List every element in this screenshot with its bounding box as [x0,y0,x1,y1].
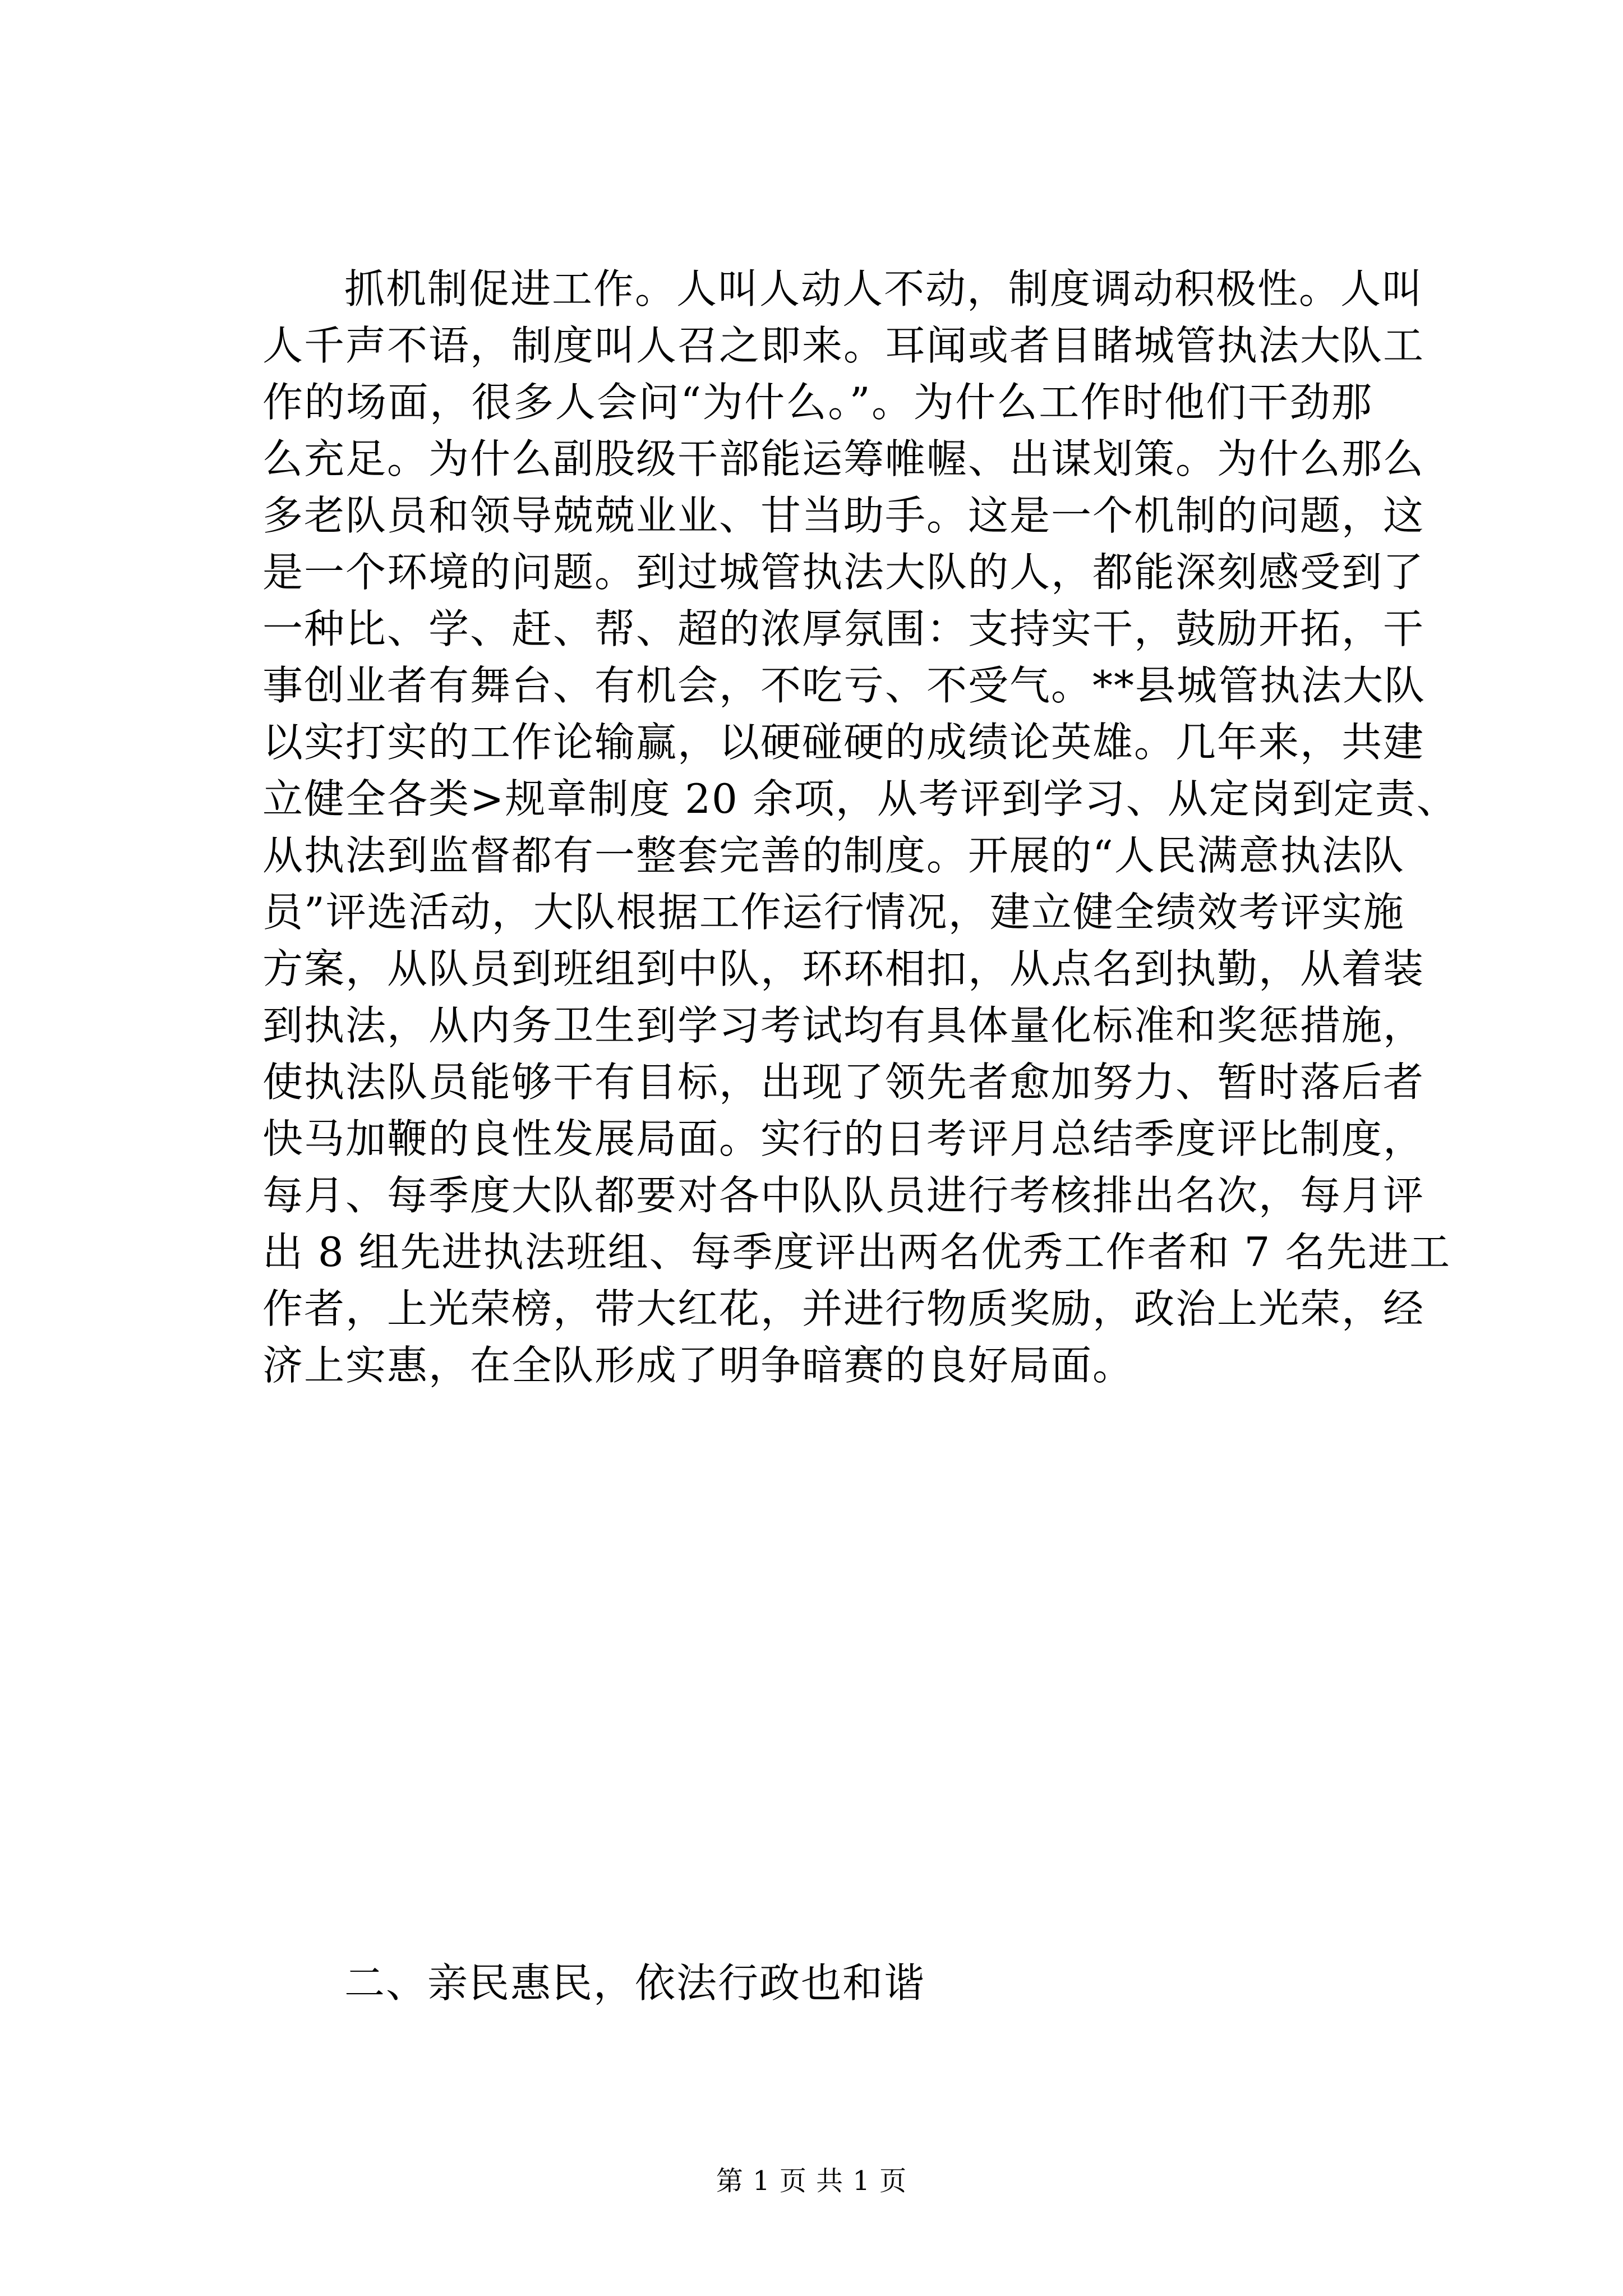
paragraph-line: 每月、每季度大队都要对各中队队员进行考核排出名次，每月评 [262,1172,1425,1219]
body-paragraph [262,261,1458,1394]
paragraph-line: 出 8 组先进执法班组、每季度评出两名优秀工作者和 7 名先进工 [262,1228,1451,1276]
paragraph-line: 立健全各类>规章制度 20 余项，从考评到学习、从定岗到定责、 [262,775,1458,822]
paragraph-line: 到执法，从内务卫生到学习考试均有具体量化标准和奖惩措施， [262,1002,1425,1049]
section-heading: 二、亲民惠民，依法行政也和谐 [344,1959,926,2007]
paragraph-line: 以实打实的工作论输赢，以硬碰硬的成绩论英雄。几年来，共建 [262,719,1425,766]
page-footer: 第 1 页 共 1 页 [716,2165,907,2197]
paragraph-line: 快马加鞭的良性发展局面。实行的日考评月总结季度评比制度， [262,1115,1425,1162]
paragraph-line: 使执法队员能够干有目标，出现了领先者愈加努力、暂时落后者 [262,1059,1425,1106]
paragraph-line: 是一个环境的问题。到过城管执法大队的人，都能深刻感受到了 [262,549,1425,596]
paragraph-line: 人千声不语，制度叫人召之即来。耳闻或者目睹城管执法大队工 [262,322,1425,369]
paragraph-line: 么充足。为什么副股级干部能运筹帷幄、出谋划策。为什么那么 [262,435,1425,482]
paragraph-line: 一种比、学、赶、帮、超的浓厚氛围：支持实干，鼓励开拓，干 [262,605,1425,652]
paragraph-line: 方案，从队员到班组到中队，环环相扣，从点名到执勤，从着装 [262,945,1425,992]
paragraph-line: 从执法到监督都有一整套完善的制度。开展的“人民满意执法队 [262,832,1405,879]
paragraph-line: 员”评选活动，大队根据工作运行情况，建立健全绩效考评实施 [262,889,1405,936]
paragraph-line: 多老队员和领导兢兢业业、甘当助手。这是一个机制的问题，这 [262,492,1425,539]
paragraph-line: 作者，上光荣榜，带大红花，并进行物质奖励，政治上光荣，经 [262,1285,1425,1332]
paragraph-line: 作的场面，很多人会问“为什么。”。为什么工作时他们干劲那 [262,379,1373,426]
paragraph-line: 事创业者有舞台、有机会，不吃亏、不受气。**县城管执法大队 [262,662,1426,709]
paragraph-line: 济上实惠，在全队形成了明争暗赛的良好局面。 [262,1342,1135,1389]
paragraph-line: 抓机制促进工作。人叫人动人不动，制度调动积极性。人叫 [344,265,1424,312]
